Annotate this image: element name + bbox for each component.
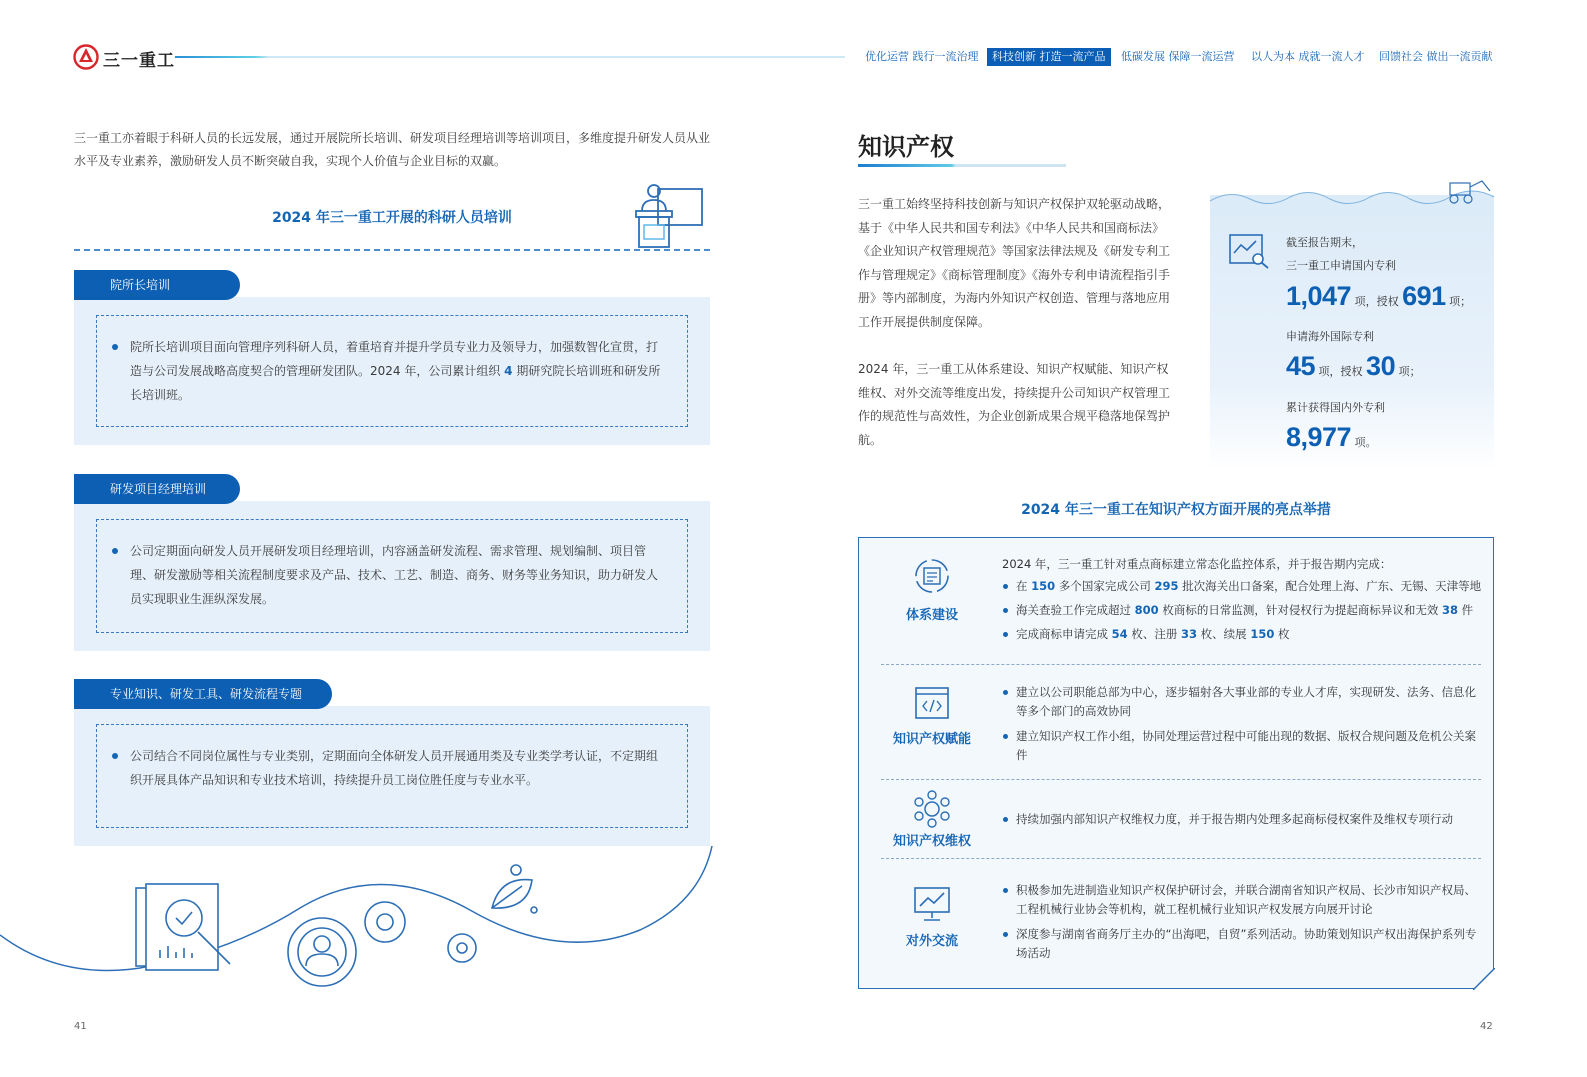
section-divider xyxy=(74,249,710,251)
lecturer-podium-icon xyxy=(628,181,706,249)
bullet-dot xyxy=(1003,932,1008,937)
item-text: 海关查验工作完成超过 xyxy=(1016,603,1135,617)
training-count: 4 xyxy=(504,364,513,378)
training-text xyxy=(130,539,664,611)
item-number: 33 xyxy=(1180,627,1197,641)
domestic-granted-count: 691 xyxy=(1402,281,1446,311)
training-card-pm xyxy=(74,501,710,651)
wave-excavator-decoration xyxy=(1210,177,1494,217)
training-text-part: 期研究院长培训班和研发所长培训班。 xyxy=(130,364,661,402)
ip-paragraph-2: 2024 年，三一重工从体系建设、知识产权赋能、知识产权维权、对外交流等维度出发，持续提升公司知识产权管理工作的规范性与高效性，为企业创新成果合规平稳落地保驾护航。 xyxy=(858,362,1171,447)
bullet-dot xyxy=(112,344,118,350)
training-text xyxy=(130,744,664,792)
row-label-empower: 知识产权赋能 xyxy=(892,732,971,747)
granted-label: 授权 xyxy=(1376,295,1399,308)
training-card-topics xyxy=(74,706,710,846)
stats-total-row xyxy=(1286,422,1377,453)
nav-tab-people[interactable]: 以人为本 成就一流人才 xyxy=(1251,50,1365,63)
presentation-chart-icon xyxy=(907,884,957,924)
unit-text: 项； xyxy=(1398,365,1421,378)
ip-paragraph-1: 三一重工始终坚持科技创新与知识产权保护双轮驱动战略，基于《中华人民共和国专利法》《中华人民共和国商标法》《企业知识产权管理规范》等国家法律法规及《研发专利工作与管理规定》《商标管理制度》《海外专利申请流程指引手册》等内部制度，为海内外知识产权创造、管理与落地应用工作开展提供制度保障。 xyxy=(858,197,1171,329)
item-text: 建立知识产权工作小组，协同处理运营过程中可能出现的数据、版权合规问题及危机公关案件 xyxy=(1016,729,1476,762)
training-pill-directors: 院所长培训 xyxy=(74,270,240,300)
training-text-part: 公司结合不同岗位属性与专业类别，定期面向全体研发人员开展通用类及专业类学考认证，不定期组织开展具体产品知识和专业技术培训，持续提升员工岗位胜任度与专业水平。 xyxy=(130,749,659,787)
item-text: 深度参与湖南省商务厅主办的“出海吧，自贸”系列活动。协助策划知识产权出海保护系列专场活动 xyxy=(1016,927,1477,960)
training-pill-pm: 研发项目经理培训 xyxy=(74,474,240,504)
overseas-apply-count: 45 xyxy=(1286,351,1316,381)
highlight-item xyxy=(1016,683,1486,721)
training-text-part: 公司定期面向研发人员开展研发项目经理培训，内容涵盖研发流程、需求管理、规划编制、项目管理、研发激励等相关流程制度要求及产品、技术、工艺、制造、商务、财务等业务知识，助力研发人员实现职业生涯纵深发展。 xyxy=(130,544,659,606)
item-number: 295 xyxy=(1154,579,1179,593)
item-text: 批次海关出口备案，配合处理上海、广东、无锡、天津等地 xyxy=(1178,579,1482,593)
item-number: 150 xyxy=(1031,579,1056,593)
item-text: 件 xyxy=(1458,603,1474,617)
item-text: 枚商标的日常监测，针对侵权行为提起商标异议和无效 xyxy=(1158,603,1442,617)
nav-tab-operations[interactable]: 优化运营 践行一流治理 xyxy=(865,50,979,63)
item-text: 积极参加先进制造业知识产权保护研讨会，并联合湖南省知识产权局、长沙市知识产权局、工程机械行业协会等机构，就工程机械行业知识产权发展方向展开讨论 xyxy=(1016,883,1476,916)
item-text: 多个国家完成公司 xyxy=(1055,579,1155,593)
page-number-left: 41 xyxy=(74,1021,87,1032)
nav-tab-society[interactable]: 回馈社会 做出一流贡献 xyxy=(1379,50,1493,63)
unit-text: 项， xyxy=(1318,365,1341,378)
item-text: 在 xyxy=(1016,579,1032,593)
item-number: 800 xyxy=(1134,603,1159,617)
ip-section-title: 知识产权 xyxy=(858,133,954,161)
bullet-dot xyxy=(1003,584,1008,589)
granted-label: 授权 xyxy=(1340,365,1363,378)
decorative-illustration xyxy=(0,840,720,1000)
bullet-dot xyxy=(1003,817,1008,822)
gear-person-icon xyxy=(288,902,476,986)
stats-domestic-row xyxy=(1286,281,1471,312)
training-pill-topics: 专业知识、研发工具、研发流程专题 xyxy=(74,679,332,709)
highlight-item xyxy=(1016,810,1486,829)
page-number-right: 42 xyxy=(1480,1021,1493,1032)
row-divider xyxy=(881,858,1481,859)
overseas-granted-count: 30 xyxy=(1366,351,1396,381)
code-window-icon xyxy=(907,684,957,724)
unit-text: 项。 xyxy=(1354,436,1377,449)
row-lead-system: 2024 年，三一重工针对重点商标建立常态化监控体系，并于报告期内完成： xyxy=(1002,557,1392,571)
header-divider xyxy=(175,56,845,58)
highlight-item xyxy=(1016,925,1486,963)
row-label-system: 体系建设 xyxy=(905,608,958,623)
item-text: 枚 xyxy=(1274,627,1290,641)
intro-paragraph: 三一重工亦着眼于科研人员的长远发展，通过开展院所长培训、研发项目经理培训等培训项目，多维度提升研发人员从业水平及专业素养，激励研发人员不断突破自我，实现个人价值与企业目标的双赢。 xyxy=(74,131,711,168)
domestic-apply-count: 1,047 xyxy=(1286,281,1352,311)
bullet-dot xyxy=(1003,734,1008,739)
stats-overseas-row xyxy=(1286,351,1421,382)
item-number: 38 xyxy=(1441,603,1458,617)
bullet-dot xyxy=(112,548,118,554)
system-cycle-icon xyxy=(907,556,957,596)
highlight-item xyxy=(1016,625,1486,644)
bullet-dot xyxy=(1003,888,1008,893)
leaf-icon xyxy=(492,865,537,913)
item-number: 150 xyxy=(1250,627,1275,641)
network-molecule-icon xyxy=(907,789,957,829)
highlights-panel xyxy=(858,537,1494,989)
row-divider xyxy=(881,664,1481,665)
highlight-item xyxy=(1016,881,1486,919)
item-text: 枚、注册 xyxy=(1127,627,1181,641)
row-divider xyxy=(881,779,1481,780)
folded-corner-decoration xyxy=(1473,968,1495,990)
item-text: 完成商标申请完成 xyxy=(1016,627,1112,641)
row-label-exchange: 对外交流 xyxy=(905,934,958,949)
bullet-dot xyxy=(1003,690,1008,695)
unit-text: 项； xyxy=(1449,295,1472,308)
row-label-defend: 知识产权维权 xyxy=(892,834,971,849)
patent-stats-panel xyxy=(1210,195,1494,470)
training-section-title: 2024 年三一重工开展的科研人员培训 xyxy=(272,210,512,226)
unit-text: 项， xyxy=(1354,295,1377,308)
highlight-item xyxy=(1016,601,1486,620)
sany-logo-icon xyxy=(73,44,99,70)
item-number: 54 xyxy=(1111,627,1128,641)
logo-text: 三一重工 xyxy=(103,51,175,71)
highlight-item xyxy=(1016,577,1486,596)
stats-line-1: 截至报告期末， xyxy=(1286,236,1363,249)
nav-tab-innovation[interactable]: 科技创新 打造一流产品 xyxy=(987,48,1111,66)
document-magnifier-icon xyxy=(136,884,230,970)
stats-line-2: 三一重工申请国内专利 xyxy=(1286,259,1396,272)
bullet-dot xyxy=(1003,632,1008,637)
training-text xyxy=(130,335,664,407)
highlight-item xyxy=(1016,727,1486,765)
item-text: 持续加强内部知识产权维权力度，并于报告期内处理多起商标侵权案件及维权专项行动 xyxy=(1016,812,1453,826)
item-text: 枚、续展 xyxy=(1197,627,1251,641)
bullet-dot xyxy=(112,753,118,759)
stats-overseas-label: 申请海外国际专利 xyxy=(1286,330,1374,343)
total-patent-count: 8,977 xyxy=(1286,422,1352,452)
training-card-directors xyxy=(74,297,710,445)
stats-total-label: 累计获得国内外专利 xyxy=(1286,401,1385,414)
training-text-part: 院所长培训项目面向管理序列科研人员，着重培育并提升学员专业力及领导力，加强数智化宣贯，打造与公司发展战略高度契合的管理研发团队。2024 年，公司累计组织 xyxy=(130,340,659,378)
nav-tab-low-carbon[interactable]: 低碳发展 保障一流运营 xyxy=(1121,50,1235,63)
highlights-title: 2024 年三一重工在知识产权方面开展的亮点举措 xyxy=(1021,502,1331,518)
item-text: 建立以公司职能总部为中心，逐步辐射各大事业部的专业人才库，实现研发、法务、信息化等多个部门的高效协同 xyxy=(1016,685,1476,718)
chart-magnifier-icon xyxy=(1228,233,1270,269)
bullet-dot xyxy=(1003,608,1008,613)
ip-title-underline xyxy=(858,164,1066,167)
